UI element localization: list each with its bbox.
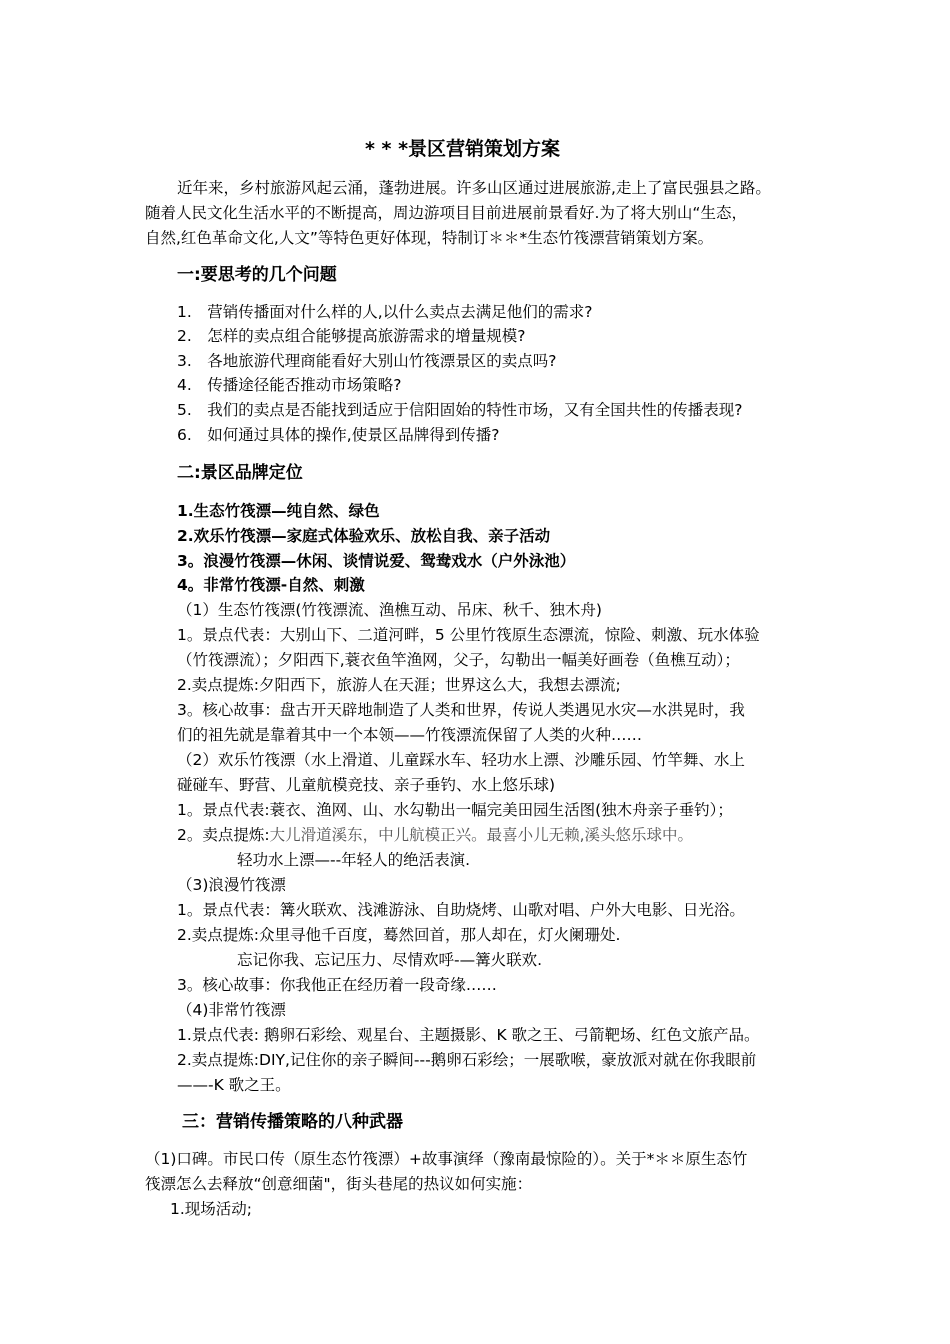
question-item: 6. 如何通过具体的操作,使景区品牌得到传播? [177, 426, 500, 444]
body-line: （4)非常竹筏漂 [177, 1001, 286, 1019]
intro-line-2: 随着人民文化生活水平的不断提高，周边游项目目前进展前景看好.为了将大别山“生态， [145, 204, 747, 222]
positioning-item: 3。浪漫竹筏漂—休闲、谈情说爱、鸳鸯戏水（户外泳池） [177, 552, 576, 570]
body-line: （2）欢乐竹筏漂（水上滑道、儿童踩水车、轻功水上漂、沙雕乐园、竹竿舞、水上 [177, 751, 745, 769]
question-item: 2. 怎样的卖点组合能够提高旅游需求的增量规模? [177, 327, 526, 345]
positioning-item: 4。非常竹筏漂-自然、刺激 [177, 576, 365, 594]
intro-line-1: 近年来，乡村旅游风起云涌，蓬勃进展。许多山区通过进展旅游,走上了富民强县之路。 [177, 179, 771, 197]
question-item: 1. 营销传播面对什么样的人,以什么卖点去满足他们的需求? [177, 303, 593, 321]
body-line: 1。景点代表：大别山下、二道河畔，5 公里竹筏原生态漂流，惊险、刺激、玩水体验 [177, 626, 760, 644]
positioning-item: 2.欢乐竹筏漂—家庭式体验欢乐、放松自我、亲子活动 [177, 527, 551, 545]
section-heading-1: 一:要思考的几个问题 [177, 265, 337, 285]
body-line: 1。景点代表：篝火联欢、浅滩游泳、自助烧烤、山歌对唱、户外大电影、日光浴。 [177, 901, 745, 919]
body-line: 3。核心故事：你我他正在经历着一段奇缘…… [177, 976, 497, 994]
section-heading-2: 二:景区品牌定位 [177, 463, 303, 483]
question-item: 5. 我们的卖点是否能找到适应于信阳固始的特性市场，又有全国共性的传播表现? [177, 401, 743, 419]
body-line: 2.卖点提炼:DIY,记住你的亲子瞬间---鹅卵石彩绘；一展歌喉，豪放派对就在你我眼前 [177, 1051, 757, 1069]
body-line: 忘记你我、忘记压力、尽情欢呼-—篝火联欢. [237, 951, 543, 969]
body-line: （3)浪漫竹筏漂 [177, 876, 286, 894]
body-line: ——-K 歌之王。 [177, 1076, 291, 1094]
body-line: 轻功水上漂—--年轻人的绝活表演. [237, 851, 471, 869]
page-title: * * *景区营销策划方案 [365, 138, 561, 160]
body-line: 筏漂怎么去释放“创意细菌"，街头巷尾的热议如何实施： [145, 1175, 533, 1193]
body-line: 碰碰车、野营、儿童航模竞技、亲子垂钓、水上悠乐球) [177, 776, 556, 794]
body-line: 2.卖点提炼:夕阳西下，旅游人在天涯；世界这么大，我想去漂流; [177, 676, 621, 694]
body-line: 1。景点代表:蓑衣、渔网、山、水勾勒出一幅完美田园生活图(独木舟亲子垂钓）； [177, 801, 733, 819]
question-item: 4. 传播途径能否推动市场策略? [177, 376, 402, 394]
sell-point-line [177, 824, 693, 846]
question-item: 3. 各地旅游代理商能看好大别山竹筏漂景区的卖点吗? [177, 352, 557, 370]
body-line: 们的祖先就是靠着其中一个本领——竹筏漂流保留了人类的火种…… [177, 726, 643, 744]
body-line: （1）生态竹筏漂(竹筏漂流、渔樵互动、吊床、秋千、独木舟) [177, 601, 602, 619]
section-heading-3: 三：营销传播策略的八种武器 [182, 1112, 403, 1132]
body-line: 1.景点代表: 鹅卵石彩绘、观星台、主题摄影、K 歌之王、弓箭靶场、红色文旅产品。 [177, 1026, 760, 1044]
body-line: 3。核心故事：盘古开天辟地制造了人类和世界，传说人类遇见水灾—水洪晃时，我 [177, 701, 745, 719]
sell-point-text: 大儿滑道溪东，中儿航模正兴。最喜小儿无赖,溪头悠乐球中。 [269, 826, 694, 844]
intro-line-3: 自然,红色革命文化,人文”等特色更好体现，特制订＊＊*生态竹筏漂营销策划方案。 [145, 229, 714, 247]
positioning-item: 1.生态竹筏漂—纯自然、绿色 [177, 502, 380, 520]
body-line: 2.卖点提炼:众里寻他千百度，蓦然回首，那人却在，灯火阑珊处. [177, 926, 621, 944]
body-line: 1.现场活动; [170, 1200, 253, 1218]
sell-point-label: 2。卖点提炼: [177, 826, 270, 844]
body-line: （竹筏漂流）；夕阳西下,蓑衣鱼竿渔网，父子，勾勒出一幅美好画卷（鱼樵互动）； [177, 651, 740, 669]
body-line: （1)口碑。市民口传（原生态竹筏漂）+故事演绎（豫南最惊险的）。关于*＊＊原生态竹 [145, 1150, 748, 1168]
